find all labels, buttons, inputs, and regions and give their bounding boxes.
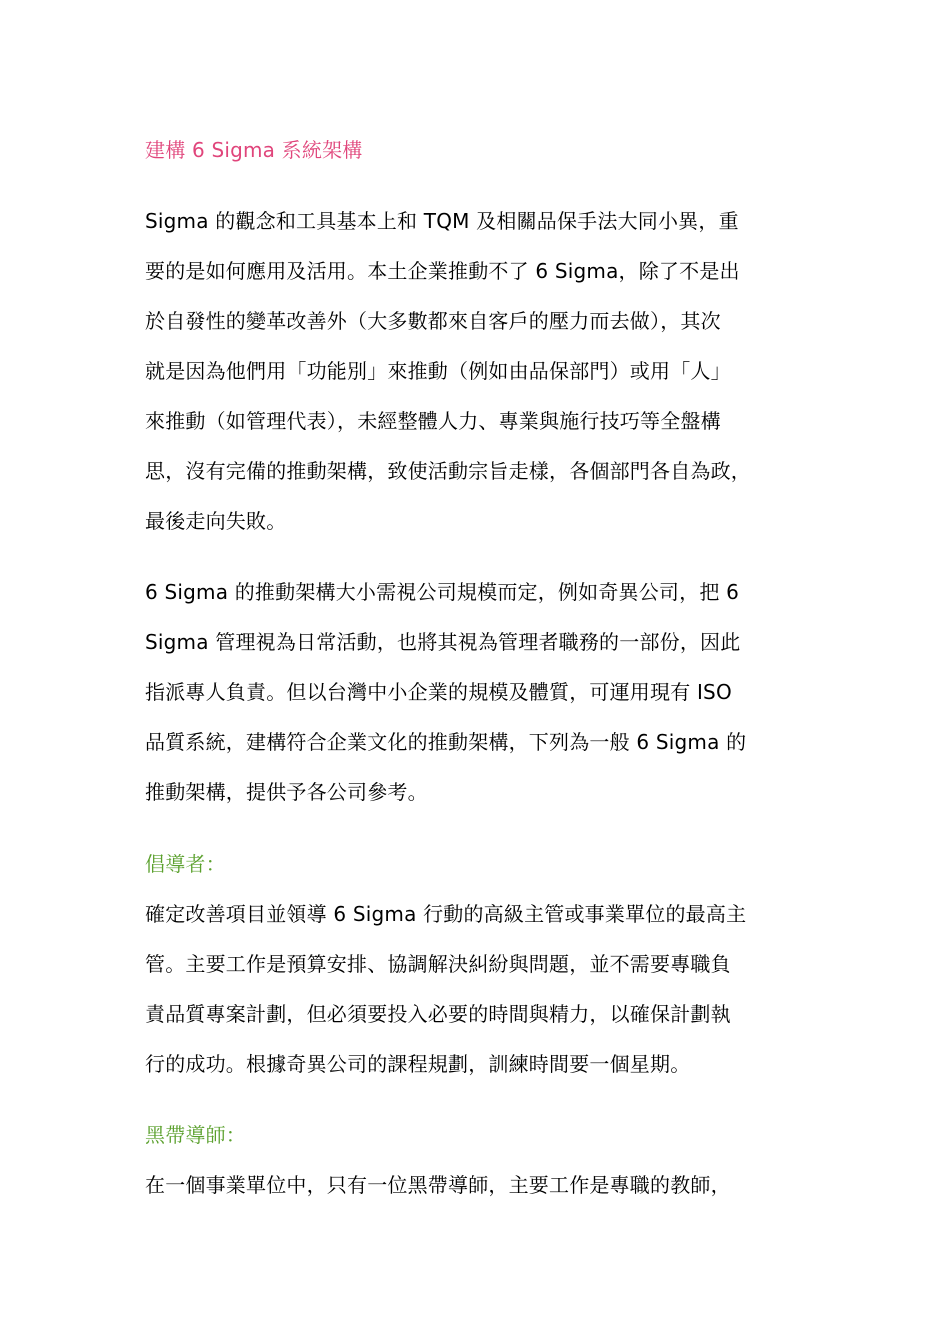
paragraph-line: Sigma 管理視為日常活動，也將其視為管理者職務的一部份，因此 bbox=[145, 630, 741, 654]
paragraph-line: 6 Sigma 的推動架構大小需視公司規模而定，例如奇異公司，把 6 bbox=[145, 580, 740, 604]
paragraph-line: 推動架構，提供予各公司參考。 bbox=[145, 780, 428, 804]
paragraph-line: 確定改善項目並領導 6 Sigma 行動的高級主管或事業單位的最高主 bbox=[145, 902, 747, 926]
paragraph-line: 就是因為他們用「功能別」來推動（例如由品保部門）或用「人」 bbox=[145, 359, 731, 383]
paragraph-line: 管。主要工作是預算安排、協調解決糾紛與問題，並不需要專職負 bbox=[145, 952, 731, 976]
paragraph-line: 品質系統，建構符合企業文化的推動架構，下列為一般 6 Sigma 的 bbox=[145, 730, 747, 754]
paragraph-line: 行的成功。根據奇異公司的課程規劃，訓練時間要一個星期。 bbox=[145, 1052, 691, 1076]
paragraph-line: 在一個事業單位中，只有一位黑帶導師，主要工作是專職的教師， bbox=[145, 1173, 731, 1197]
paragraph-line: 要的是如何應用及活用。本土企業推動不了 6 Sigma，除了不是出 bbox=[145, 259, 740, 283]
paragraph-line: 最後走向失敗。 bbox=[145, 509, 287, 533]
section-heading: 倡導者： bbox=[145, 852, 226, 876]
document-title: 建構 6 Sigma 系統架構 bbox=[145, 138, 363, 162]
paragraph-line: 責品質專案計劃，但必須要投入必要的時間與精力，以確保計劃執 bbox=[145, 1002, 731, 1026]
paragraph-line: 來推動（如管理代表），未經整體人力、專業與施行技巧等全盤構 bbox=[145, 409, 721, 433]
paragraph-line: 於自發性的變革改善外（大多數都來自客戶的壓力而去做），其次 bbox=[145, 309, 721, 333]
paragraph-line: 指派專人負責。但以台灣中小企業的規模及體質，可運用現有 ISO bbox=[145, 680, 732, 704]
paragraph-line: 思，沒有完備的推動架構，致使活動宗旨走樣，各個部門各自為政， bbox=[145, 459, 751, 483]
paragraph-line: Sigma 的觀念和工具基本上和 TQM 及相關品保手法大同小異，重 bbox=[145, 209, 739, 233]
section-heading: 黑帶導師： bbox=[145, 1123, 246, 1147]
